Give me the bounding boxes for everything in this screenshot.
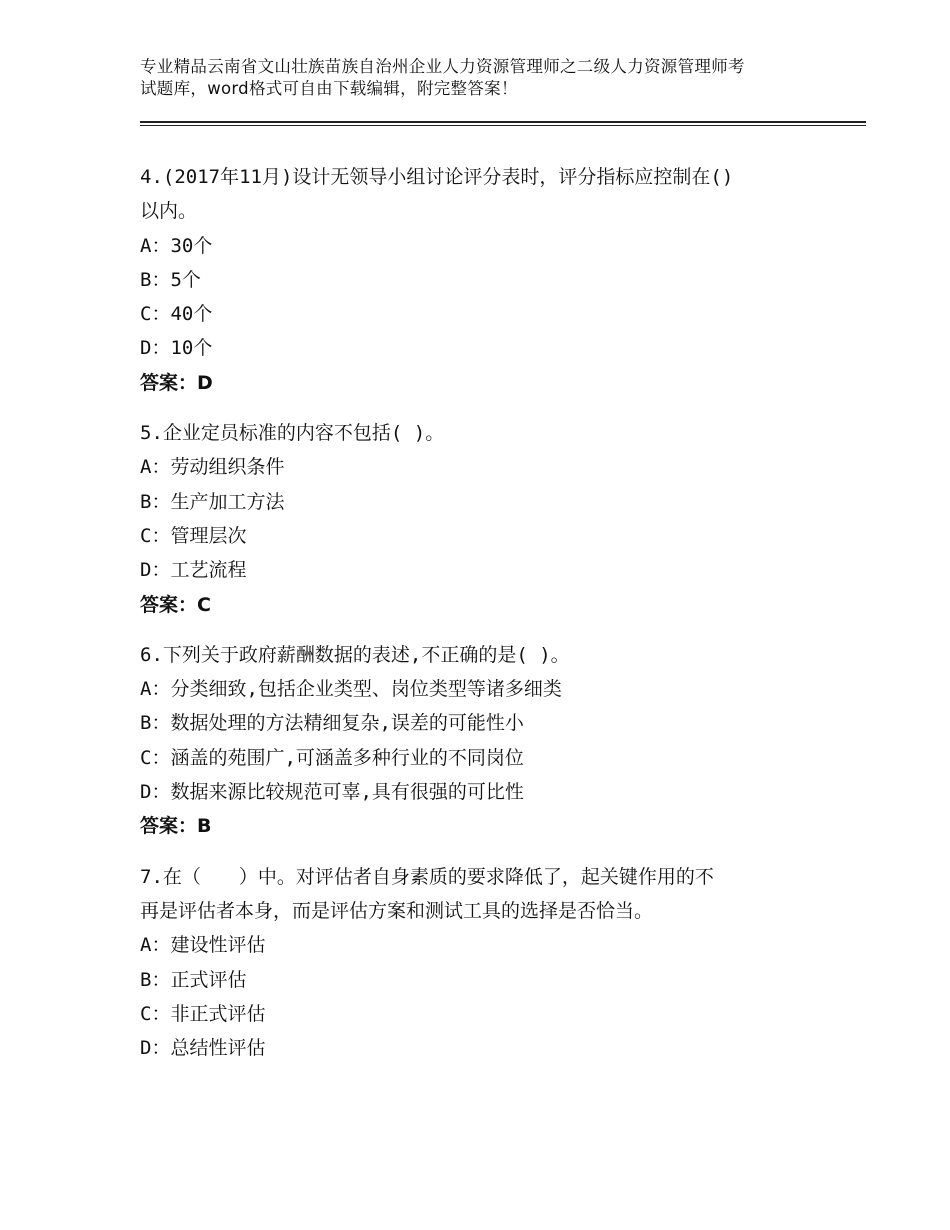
header-rule-thin [140,125,866,126]
question-list [140,160,840,1081]
option-d: D：工艺流程 [140,559,247,582]
question-4 [140,160,840,400]
document-header [140,56,840,100]
header-line-2: 试题库，word格式可自由下载编辑，附完整答案！ [140,79,518,98]
option-a: A：分类细致,包括企业类型、岗位类型等诸多细类 [140,678,562,701]
question-5 [140,416,840,622]
option-a: A：劳动组织条件 [140,456,285,479]
answer: 答案：B [140,815,212,838]
answer: 答案：C [140,593,211,616]
header-line-1: 专业精品云南省文山壮族苗族自治州企业人力资源管理师之二级人力资源管理师考 [140,57,745,76]
question-7 [140,860,840,1066]
option-b: B：正式评估 [140,968,247,991]
option-c: C：非正式评估 [140,1002,266,1025]
header-rule-thick [140,121,866,123]
option-a: A：建设性评估 [140,934,266,957]
option-d: D：数据来源比较规范可辜,具有很强的可比性 [140,781,524,804]
option-a: A：30个 [140,234,213,257]
option-c: C：管理层次 [140,524,247,547]
option-d: D：总结性评估 [140,1037,266,1060]
question-stem: 5.企业定员标准的内容不包括( )。 [140,422,445,445]
question-stem: 7.在（ ）中。对评估者自身素质的要求降低了，起关键作用的不 [140,865,714,888]
option-c: C：40个 [140,303,213,326]
question-stem: 6.下列关于政府薪酬数据的表述,不正确的是( )。 [140,643,570,666]
question-stem: 4.(2017年11月)设计无领导小组讨论评分表时，评分指标应控制在() [140,166,734,188]
option-b: B：5个 [140,268,201,291]
question-6 [140,638,840,844]
option-c: C：涵盖的苑围广,可涵盖多种行业的不同岗位 [140,746,524,769]
option-d: D：10个 [140,337,213,360]
question-stem: 以内。 [140,200,198,223]
option-b: B：数据处理的方法精细复杂,误差的可能性小 [140,712,524,735]
option-b: B：生产加工方法 [140,490,285,513]
question-stem: 再是评估者本身，而是评估方案和测试工具的选择是否恰当。 [140,899,654,922]
answer: 答案：D [140,371,213,394]
